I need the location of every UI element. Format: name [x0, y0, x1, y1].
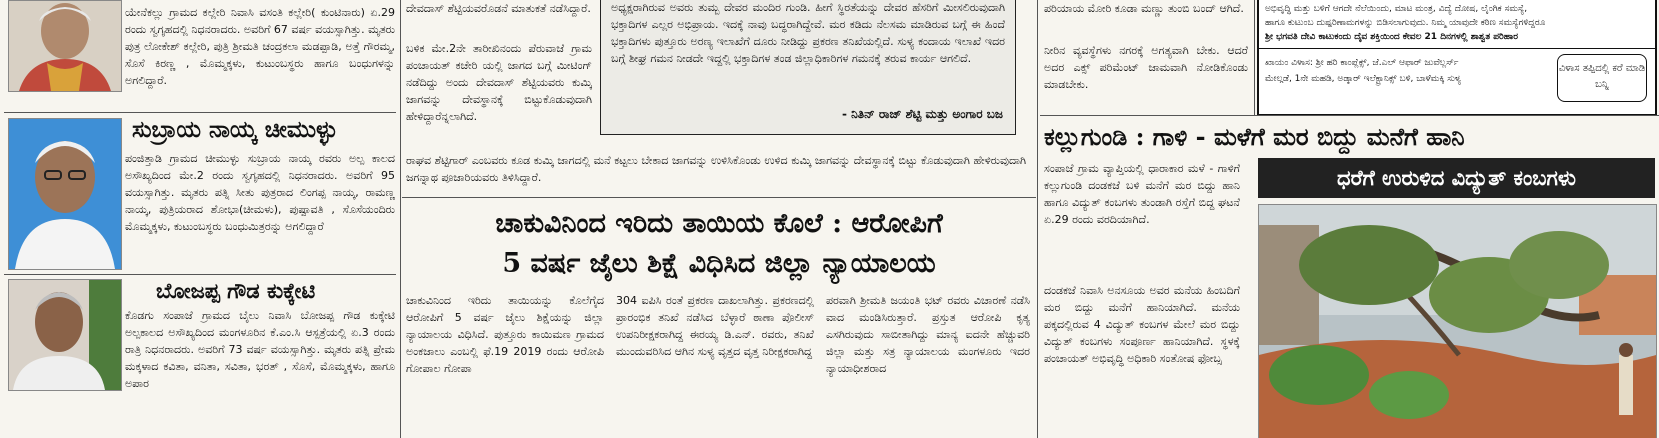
temple-story-col1-lead: ದೇವದಾಸ್ ಶೆಟ್ಟಿಯವರೊಡನೆ ಮಾತುಕತೆ ನಡೆಸಿದ್ದಾರೆ. — [406, 2, 591, 15]
water-story-text: ಪರಿಯಾಯ ಮೋರಿ ಕೂಡಾ ಮಣ್ಣು ತುಂಬಿ ಬಂದ್ ಆಗಿದೆ. — [1044, 2, 1244, 15]
rain-story-text-2: ದಂಡಕಜೆ ನಿವಾಸಿ ಅನಸೂಯ ಅವರ ಮನೆಯ ಹಿಂಬದಿಗೆ ಮರ ಬಿದ್ದು ಮನೆಗೆ ಹಾನಿಯಾಗಿದೆ. ಮನೆಯ ಪಕ್ಕದಲ್ಲಿರುವ 4 ವಿದ್ಯುತ್ ಕಂಬಗಳ ಮೇಲೆ ಮರ ಬಿದ್ದು ವಿದ್ಯುತ್ ಕಂಬಗಳು ಸಂಪೂರ್ಣ ಹಾನಿಯಾಗಿದೆ. ಸ್ಥಳಕ್ಕೆ ಪಂಚಾಯತ್ ಅಭಿವೃದ್ಧಿ ಅಧಿಕಾರಿ ಸಂತೋಷ ಫೋಬ್ಸ — [1044, 284, 1240, 365]
obituary-text: ಯೇನೆಕಲ್ಲು ಗ್ರಾಮದ ಕಲ್ಲೇರಿ ನಿವಾಸಿ ವಸಂತಿ ಕಲ್ಲೇರಿ( ಕುಂಟಿನಾರು) ಏ.29 ರಂದು ಸ್ವಗೃಹದಲ್ಲಿ ನಿಧನರಾದರು. ಅವರಿಗೆ 67 ವರ್ಷ ವಯಸ್ಸಾಗಿತ್ತು. ಮೃತರು ಪುತ್ರ ಲೋಕೇಶ್ ಕಲ್ಲೇರಿ, ಪುತ್ರಿ ಶ್ರೀಮತಿ ಚಂದ್ರಕಲಾ ಮಡಪ್ಪಾಡಿ, ಅತ್ತೆ ಗೌರಮ್ಮ, ಸೊಸೆ ಕಿರಣ್ಣ , ಮೊಮ್ಮಕ್ಕಳು, ಕುಟುಂಬಸ್ಥರು ಹಾಗೂ ಬಂಧುಗಳನ್ನು ಅಗಲಿದ್ದಾರೆ. — [125, 6, 395, 87]
rain-story — [1040, 116, 1659, 438]
court-story-col3: ಪರವಾಗಿ ಶ್ರೀಮತಿ ಜಯಂತಿ ಭಟ್ ರವರು ವಿಚಾರಣೆ ನಡೆಸಿ ವಾದ ಮಂಡಿಸಿರುತ್ತಾರೆ. ಪ್ರಸ್ತುತ ಆರೋಪಿ ಕೃತ್ಯ ಎಸಗಿರುವುದು ಸಾಬೀತಾಗಿದ್ದು ಮಾನ್ಯ ಐದನೇ ಹೆಚ್ಚುವರಿ ಜಿಲ್ಲಾ ಮತ್ತು ಸತ್ರ ನ್ಯಾಯಾಲಯ ಮಂಗಳೂರು ಇದರ ನ್ಯಾಯಾಧೀಶರಾದ — [826, 294, 1030, 375]
astrology-ad — [1257, 0, 1657, 116]
court-story-col1: ಚಾಕುವಿನಿಂದ ಇರಿದು ತಾಯಿಯನ್ನು ಕೊಲೆಗೈದ ಆರೋಪಿಗೆ 5 ವರ್ಷ ಜೈಲು ಶಿಕ್ಷೆಯನ್ನು ಜಿಲ್ಲಾ ನ್ಯಾಯಾಲಯ ವಿಧಿಸಿದೆ. ಪುತ್ತೂರು ಕಾಯಿಮಣ ಗ್ರಾಮದ ಅಂಕಜಾಲು ಎಂಬಲ್ಲಿ ಫೆ.19 2019 ರಂದು ಆರೋಪಿ ಗೋಪಾಲ ಗೋಪಾ — [406, 294, 604, 375]
ad-call-box: ವಿಳಾಸ ತಪ್ಪಿದಲ್ಲಿ ಕರೆ ಮಾಡಿ ಬನ್ನಿ — [1557, 54, 1647, 102]
obituary-name-subraya: ಸುಬ್ರಾಯ ನಾಯ್ಕ ಚೀಮುಳ್ಳು — [132, 116, 338, 143]
obituary-text-continued — [8, 90, 396, 110]
temple-story-col1: ಬಳಿಕ ಮೇ.2ನೇ ತಾರೀಖಿನಂದು ಪೆರುವಾಜೆ ಗ್ರಾಮ ಪಂಚಾಯತ್ ಕಚೇರಿ ಯಲ್ಲಿ ಜಾಗದ ಬಗ್ಗೆ ಮೀಟಿಂಗ್ ನಡೆದಿದ್ದು ಅಂದು ದೇವದಾಸ್ ಶೆಟ್ಟಿಯವರು ಕುಮ್ಕಿ ಜಾಗವನ್ನು ದೇವಸ್ಥಾನಕ್ಕೆ ಬಿಟ್ಟುಕೊಡುವುದಾಗಿ ಹೇಳಿದ್ದಾರೆನ್ನಲಾಗಿದೆ. — [406, 42, 592, 123]
obituary-text-bojappa: ಕೊಡಗು ಸಂಪಾಜೆ ಗ್ರಾಮದ ಬೈಲು ನಿವಾಸಿ ಬೋಜಪ್ಪ ಗೌಡ ಕುಕ್ಕೇಟಿ ಅಲ್ಪಕಾಲದ ಅಸೌಖ್ಯದಿಂದ ಮಂಗಳೂರಿನ ಕೆ.ಎಂ.ಸಿ ಆಸ್ಪತ್ರೆಯಲ್ಲಿ ಏ.3 ರಂದು ರಾತ್ರಿ ನಿಧನರಾದರು. ಅವರಿಗೆ 73 ವರ್ಷ ವಯಸ್ಸಾಗಿತ್ತು. ಮೃತರು ಪತ್ನಿ ಪ್ರೇಮ ಮಕ್ಕಳಾದ ಕವಿತಾ, ವನಿತಾ, ಸವಿತಾ, ಭರತ್ , ಸೊಸೆ, ಮೊಮ್ಮಕ್ಕಳು, ಹಾಗೂ ಅಪಾರ — [125, 309, 395, 390]
ad-line-5: ಮೇಲ್ಗಡೆ, 1ನೇ ಮಹಡಿ, ಅಡ್ಕಾರ್ ಇಲೆಕ್ಟ್ರಾನಿಕ್ಸ್ ಬಳಿ, ಬಾಳೆಮಕ್ಕಿ ಸುಳ್ಯ — [1265, 74, 1462, 84]
rain-story-caption: ಧರೆಗೆ ಉರುಳಿದ ವಿದ್ಯುತ್ ಕಂಬಗಳು — [1258, 158, 1655, 198]
column-rule — [1037, 0, 1038, 438]
obituary-photo-man-2 — [8, 279, 122, 391]
rain-story-text-1: ಸಂಪಾಜೆ ಗ್ರಾಮ ವ್ಯಾಪ್ತಿಯಲ್ಲಿ ಧಾರಾಕಾರ ಮಳೆ - ಗಾಳಿಗೆ ಕಲ್ಲುಗುಂಡಿ ದಂಡಕಜೆ ಬಳಿ ಮನೆಗೆ ಮರ ಬಿದ್ದು ಹಾನಿ ಹಾಗೂ ವಿದ್ಯುತ್ ಕಂಬಗಳು ತುಂಡಾಗಿ ರಸ್ತೆಗೆ ಬಿದ್ದ ಘಟನೆ ಏ.29 ರಂದು ವರದಿಯಾಗಿದೆ. — [1044, 162, 1240, 226]
ad-line-2: ಹಾಗೂ ಕುಟುಂಬ ದುಷ್ಪರಿಣಾಮಗಳನ್ನು ಬಿಡಿಸಲಾಗುವುದು. ನಿಮ್ಮ ಯಾವುದೇ ಕಠಿಣ ಸಮಸ್ಯೆಗಳಿದ್ದರೂ — [1265, 18, 1546, 28]
ad-line-3: ಶ್ರೀ ಭಗವತಿ ದೇವಿ ಕಾಟುಕಂದು ದೈವ ಶಕ್ತಿಯಿಂದ ಕೇವಲ 21 ದಿನಗಳಲ್ಲಿ ಶಾಶ್ವತ ಪರಿಹಾರ — [1265, 32, 1518, 42]
column-rule — [1254, 0, 1255, 115]
obituary-name-bojappa: ಬೋಜಪ್ಪ ಗೌಡ ಕುಕ್ಕೇಟಿ — [156, 278, 316, 303]
statement-box — [600, 0, 1016, 135]
obituary-photo-man-1 — [8, 118, 122, 270]
divider — [402, 197, 1036, 198]
divider — [4, 274, 396, 275]
ad-divider — [1259, 48, 1655, 49]
water-story-text-2: ನೀರಿನ ವ್ಯವಸ್ಥೆಗಳು ನಗರಕ್ಕೆ ಅಗತ್ಯವಾಗಿ ಬೇಕು. ಆದರೆ ಅದರ ಎಕ್ಸ್ ಪರಿಮೆಂಟ್ ಜಾಮವಾಗಿ ನೋಡಿಕೊಂಡು ಮಾಡಬೇಕು. — [1044, 44, 1248, 91]
court-story-col2: 304 ಐಪಿಸಿ ರಂತೆ ಪ್ರಕರಣ ದಾಖಲಾಗಿತ್ತು. ಪ್ರಕರಣದಲ್ಲಿ ಪ್ರಾರಂಭಿಕ ತನಿಖೆ ನಡೆಸಿದ ಬೆಳ್ಳಾರೆ ಠಾಣಾ ಪೊಲೀಸ್ ಉಪನಿರೀಕ್ಷಕರಾಗಿದ್ದ ಈರಯ್ಯ ಡಿ.ಎನ್. ರವರು, ತನಿಖೆ ಮುಂದುವರಿಸಿದ ಆಗಿನ ಸುಳ್ಯ ವೃತ್ತದ ವೃತ್ತ ನಿರೀಕ್ಷಕರಾಗಿದ್ದ — [616, 294, 814, 358]
temple-story-continued: ರಾಘವ ಶೆಟ್ಟಿಗಾರ್ ಎಂಬವರು ಕೂಡ ಕುಮ್ಕಿ ಜಾಗದಲ್ಲಿ ಮನೆ ಕಟ್ಟಲು ಬೇಕಾದ ಜಾಗವನ್ನು ಉಳಿಸಿಕೊಂಡು ಉಳಿದ ಕುಮ್ಕಿ ಜಾಗವನ್ನು ದೇವಸ್ಥಾನಕ್ಕೆ ಬಿಟ್ಟು ಕೊಡುವುದಾಗಿ ಹೇಳಿರುವುದಾಗಿ ಜಗನ್ನಾಥ ಪೂಜಾರಿಯವರು ತಿಳಿಸಿದ್ದಾರೆ. — [406, 154, 1026, 184]
column-rule — [400, 0, 401, 438]
ad-line-1: ಅಭಿವೃದ್ಧಿ ಮತ್ತು ಬಳಿಗೆ ಆಗದೇ ನೆಲೆಯಿಂದು, ಮಾಟ ಮಂತ್ರ, ವಿದ್ಯೆ ದೋಷ, ಲೈಂಗಿಕ ಸಮಸ್ಯೆ, — [1265, 4, 1528, 14]
water-story-end — [1040, 0, 1252, 115]
divider — [4, 112, 396, 113]
court-story — [402, 200, 1036, 438]
rain-story-headline: ಕಲ್ಲುಗುಂಡಿ : ಗಾಳಿ - ಮಳೆಗೆ ಮರ ಬಿದ್ದು ಮನೆಗೆ ಹಾನಿ — [1044, 122, 1465, 151]
obituaries-column — [0, 0, 400, 438]
rain-story-photo — [1258, 204, 1657, 438]
obituary-text-subraya: ಪಂಜಿತ್ತಾಡಿ ಗ್ರಾಮದ ಚೀಮುಳ್ಳು ಸುಬ್ರಾಯ ನಾಯ್ಕ ರವರು ಅಲ್ಪ ಕಾಲದ ಅಸೌಖ್ಯದಿಂದ ಮೇ.2 ರಂದು ಸ್ವಗೃಹದಲ್ಲಿ ನಿಧನರಾದರು. ಅವರಿಗೆ 95 ವಯಸ್ಸಾಗಿತ್ತು. ಮೃತರು ಪತ್ನಿ ಸೀತು ಪುತ್ರರಾದ ಲಿಂಗಪ್ಪ ನಾಯ್ಕ, ರಾಮಣ್ಣ ನಾಯ್ಕ, ಪುತ್ರಿಯರಾದ ಶೋಭಾ(ಚೀಮಳು), ಪುಷ್ಪಾವತಿ , ಸೊಸೆಯಂದಿರು ಮೊಮ್ಮಕ್ಕಳು, ಕುಟುಂಬಸ್ಥರು ಬಂಧುಮಿತ್ರರನ್ನು ಅಗಲಿದ್ದಾರೆ — [125, 152, 395, 233]
ad-line-4: ಖಾಯಂ ವಿಳಾಸ: ಶ್ರೀ ಹರಿ ಕಾಂಪ್ಲೆಕ್ಸ್, ಜೆ.ಎಲ್ ಆಫಾರ್ ಜುವೆಲ್ಲರ್ಸ್ — [1265, 58, 1459, 68]
statement-box-text: ಅಧ್ಯಕ್ಷರಾಗಿರುವ ಅವರು ತುಮ್ಬ ದೇವರ ಮಂದಿರ ಗುಂಡಿ. ಹೀಗೆ ಸ್ಥಿರತೆಯನ್ನು ದೇವರ ಹೆಸರಿಗೆ ಮೀಸಲಿರುವುದಾಗಿ ಭಕ್ತಾದಿಗಳ ಎಲ್ಲರ ಅಭಿಪ್ರಾಯ. ಇದಕ್ಕೆ ನಾವು ಬದ್ಧರಾಗಿದ್ದೇವೆ. ಮರ ಕಡಿದು ನೆಲಸಮ ಮಾಡಿರುವ ಬಗ್ಗೆ ಈ ಹಿಂದೆ ಭಕ್ತಾದಿಗಳು ಪುತ್ತೂರು ಅರಣ್ಯ ಇಲಾಖೆಗೆ ದೂರು ನೀಡಿದ್ದು ಪ್ರಕರಣ ತನಿಖೆಯಲ್ಲಿದೆ. ಸುಳ್ಯ ಕಂದಾಯ ಇಲಾಖೆ ಇದರ ಬಗ್ಗೆ ಶೀಘ್ರ ಗಮನ ನೀಡದೇ ಇದ್ದಲ್ಲಿ ಭಕ್ತಾದಿಗಳ ತಂಡ ಜಿಲ್ಲಾಧಿಕಾರಿಗಳ ಗಮನಕ್ಕೆ ತರುವ ಕಾರ್ಯ ಆಗಲಿದೆ. — [611, 1, 1005, 65]
statement-box-signature: - ನಿತಿನ್ ರಾಜ್ ಶೆಟ್ಟಿ ಮತ್ತು ಅಂಗಾರ ಬಜ — [841, 107, 1003, 121]
obituary-photo-woman — [8, 0, 122, 92]
court-story-headline-2: 5 ವರ್ಷ ಜೈಲು ಶಿಕ್ಷೆ ವಿಧಿಸಿದ ಜಿಲ್ಲಾ ನ್ಯಾಯಾಲಯ — [502, 248, 936, 279]
temple-story — [402, 0, 1036, 200]
court-story-headline-1: ಚಾಕುವಿನಿಂದ ಇರಿದು ತಾಯಿಯ ಕೊಲೆ : ಆರೋಪಿಗೆ — [495, 208, 943, 239]
